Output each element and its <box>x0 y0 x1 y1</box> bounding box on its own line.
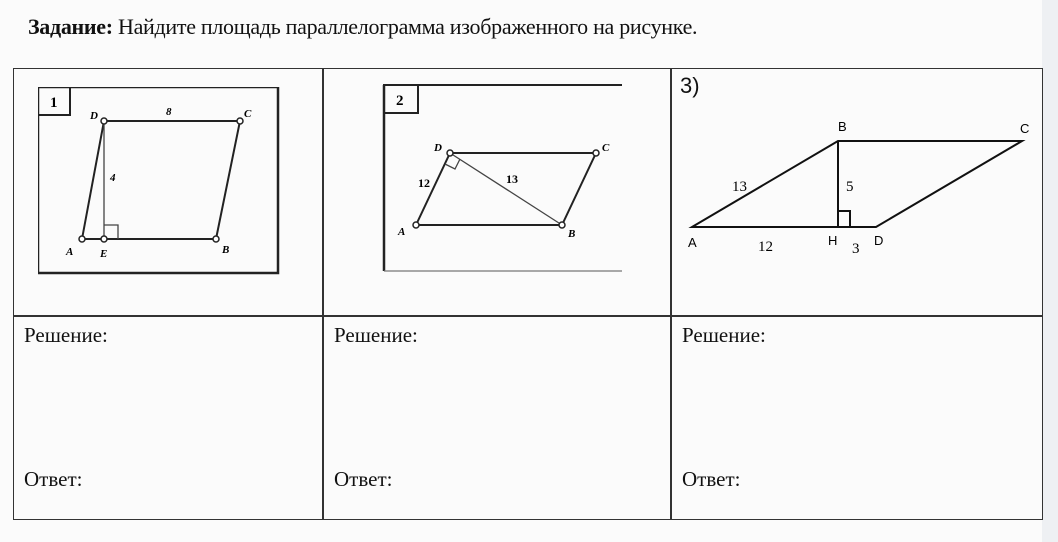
figure-3-number: 3) <box>680 73 700 98</box>
label-12-fig2: 12 <box>418 176 430 190</box>
label-a-2: A <box>398 226 406 238</box>
label-c-2: C <box>602 142 610 154</box>
solution-label-2: Решение: <box>334 323 418 347</box>
scroll-edge <box>1042 0 1058 542</box>
figure-2 <box>382 83 626 275</box>
label-b-2: B <box>568 228 576 240</box>
label-13-fig3: 13 <box>732 179 747 195</box>
task-table <box>13 68 1043 520</box>
figure-1 <box>38 87 288 279</box>
answer-label-3: Ответ: <box>682 467 741 491</box>
answer-label-2: Ответ: <box>334 467 393 491</box>
figure-2-number: 2 <box>396 93 404 109</box>
label-e-1: E <box>100 248 108 260</box>
label-5: 5 <box>846 179 854 195</box>
task-prefix: Задание: <box>28 14 113 39</box>
figure-3 <box>674 109 1040 269</box>
row-divider <box>14 315 1042 317</box>
task-title <box>28 14 697 40</box>
right-angle-h <box>838 211 850 227</box>
label-12-fig3: 12 <box>758 239 773 255</box>
label-c-3: C <box>1020 121 1030 136</box>
task-text: Найдите площадь параллелограмма изображенного на рисунке. <box>112 14 698 39</box>
diagonal-db <box>450 153 562 225</box>
label-h-3: H <box>828 233 838 248</box>
column-divider-2 <box>670 69 672 519</box>
label-8: 8 <box>166 106 172 118</box>
column-divider-1 <box>322 69 324 519</box>
label-c-1: C <box>244 108 252 120</box>
label-b-1: B <box>222 244 230 256</box>
label-d-1: D <box>90 110 98 122</box>
label-13-fig2: 13 <box>506 172 518 186</box>
label-4: 4 <box>110 172 116 184</box>
label-d-2: D <box>434 142 442 154</box>
figure-1-number: 1 <box>50 95 58 111</box>
label-3: 3 <box>852 241 860 257</box>
label-a-1: A <box>66 246 74 258</box>
label-a-3: A <box>688 235 697 250</box>
parallelogram-abcd-1 <box>82 121 240 239</box>
label-d-3: D <box>874 233 884 248</box>
solution-label-1: Решение: <box>24 323 108 347</box>
solution-label-3: Решение: <box>682 323 766 347</box>
figure-1-frame <box>38 87 278 273</box>
answer-label-1: Ответ: <box>24 467 83 491</box>
label-b-3: B <box>838 119 847 134</box>
